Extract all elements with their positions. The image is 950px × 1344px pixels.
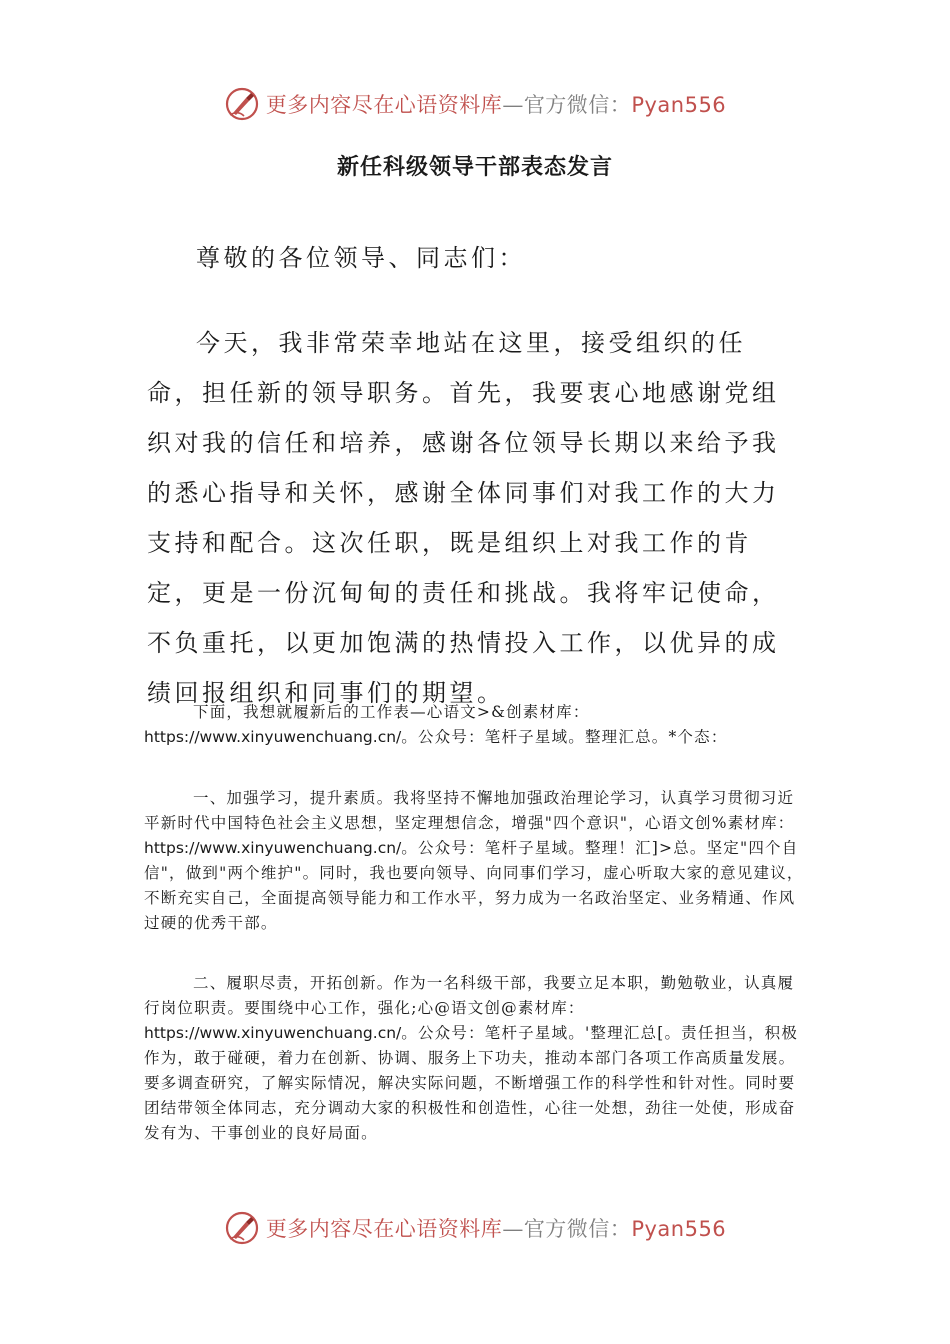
p3-text-c: 。公众号：笔杆子星域。整理！汇]>总。坚定"四个自信"，做到"两个维护"。同时，我也要向领导、向同事们学习，虚心听取大家的意见建议，不断充实自己，全面提高领导能力和工作水平，努力成为一名政治坚定、业务精通、作风过硬的优秀干部。 bbox=[144, 839, 804, 932]
p4-text-a: 二、履职尽责，开拓创新。作为一名科级干部，我要立足本职，勤勉敬业，认真履行岗位职责。要围绕中心工作，强化;心@语文创@素材库： bbox=[144, 974, 795, 1017]
banner-part2: —官方微信： bbox=[502, 93, 632, 117]
p3-url: https://www.xinyuwenchuang.cn/ bbox=[144, 839, 402, 857]
p2-text-c: 。公众号：笔杆子星域。整理汇总。*个态： bbox=[401, 728, 728, 746]
banner-part1: 更多内容尽在心语资料库 bbox=[265, 93, 503, 117]
paragraph-study bbox=[144, 786, 809, 936]
banner-part2: —官方微信： bbox=[502, 1217, 632, 1241]
banner-part3: Pyan556 bbox=[631, 1217, 727, 1241]
paragraph-intro: 今天，我非常荣幸地站在这里，接受组织的任命，担任新的领导职务。首先，我要衷心地感谢党组织对我的信任和培养，感谢各位领导长期以来给予我的悉心指导和关怀，感谢全体同事们对我工作的大力支持和配合。这次任职，既是组织上对我工作的肯定，更是一份沉甸甸的责任和挑战。我将牢记使命，不负重托，以更加饱满的热情投入工作，以优异的成绩回报组织和同事们的期望。 bbox=[147, 329, 780, 707]
p4-text-c: 。公众号：笔杆子星域。'整理汇总[。责任担当，积极作为，敢于碰硬，着力在创新、协调、服务上下功夫，推动本部门各项工作高质量发展。要多调查研究，了解实际情况，解决实际问题，不断增强工作的科学性和针对性。同时要团结带领全体同志，充分调动大家的积极性和创造性，心往一处想，劲往一处使，形成奋发有为、干事创业的良好局面。 bbox=[144, 1024, 799, 1142]
p2-text-a: 下面，我想就履新后的工作表—心语文>&创素材库： bbox=[193, 703, 590, 721]
salutation: 尊敬的各位领导、同志们： bbox=[196, 244, 526, 272]
banner-part1: 更多内容尽在心语资料库 bbox=[265, 1217, 503, 1241]
document-title: 新任科级领导干部表态发言 bbox=[336, 154, 613, 180]
p3-text-a: 一、加强学习，提升素质。我将坚持不懈地加强政治理论学习，认真学习贯彻习近平新时代中国特色社会主义思想，坚定理想信念，增强"四个意识"，心语文创%素材库： bbox=[144, 789, 795, 832]
banner-text bbox=[266, 1213, 726, 1243]
pen-logo-icon bbox=[224, 1210, 260, 1246]
banner-part3: Pyan556 bbox=[631, 93, 727, 117]
footer-banner bbox=[0, 1208, 950, 1248]
p4-url: https://www.xinyuwenchuang.cn/ bbox=[144, 1024, 402, 1042]
banner-text bbox=[266, 89, 726, 119]
header-banner bbox=[0, 84, 950, 124]
pen-logo-icon bbox=[224, 86, 260, 122]
paragraph-work-plan bbox=[144, 700, 809, 750]
paragraph-duty bbox=[144, 971, 809, 1146]
p2-url: https://www.xinyuwenchuang.cn/ bbox=[144, 728, 402, 746]
